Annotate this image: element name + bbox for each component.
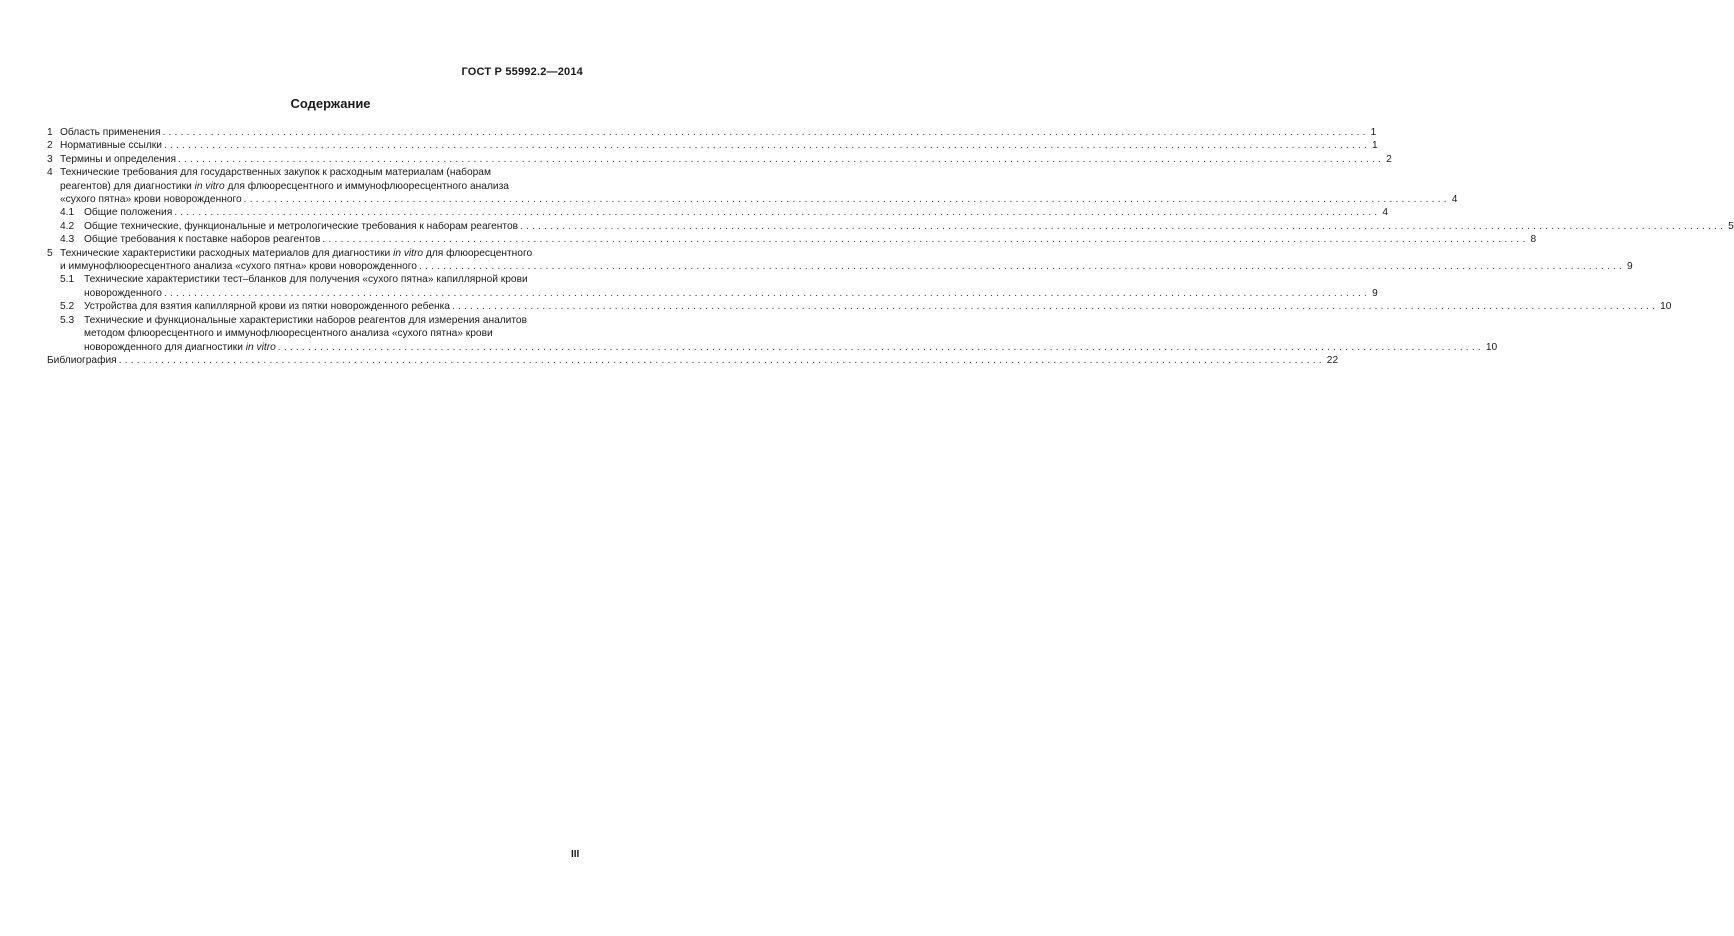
table-of-contents (47, 126, 1734, 367)
toc-entry[interactable] (47, 300, 1672, 313)
toc-page-number: 10 (1660, 301, 1672, 313)
toc-entry-text: новорожденного (84, 287, 162, 299)
toc-entry[interactable] (47, 220, 1734, 233)
toc-page-number: 5 (1728, 220, 1734, 232)
toc-leader-dots: ........................................................................................................................................................................................................ (277, 341, 1484, 353)
toc-entry-number: 5.1 (60, 274, 75, 286)
toc-entry-number: 4.3 (60, 234, 75, 246)
toc-entry[interactable] (47, 166, 1458, 206)
toc-page-number: 1 (1370, 127, 1377, 138)
toc-entry-number: 4 (47, 167, 53, 179)
toc-page-number: 4 (1451, 194, 1458, 206)
toc-entry-text: 1 Область применения (47, 127, 161, 138)
toc-entry[interactable] (47, 206, 1388, 219)
toc-entry-number: 5.2 (60, 301, 75, 313)
toc-page-number: 4 (1382, 207, 1388, 219)
toc-page-number: 1 (1372, 140, 1378, 152)
toc-page-number: 9 (1627, 261, 1633, 273)
toc-entry-text: «сухого пятна» крови новорожденного (60, 194, 242, 206)
toc-entry[interactable] (47, 139, 1378, 152)
toc-entry-number: 5.3 (60, 314, 75, 326)
toc-page-number: 8 (1530, 234, 1537, 246)
toc-entry[interactable] (47, 153, 1392, 166)
toc-entry-text: 5.1 Технические характеристики тест–бланков для получения «сухого пятна» капиллярной крови (60, 274, 528, 286)
toc-entry[interactable] (47, 273, 1378, 300)
toc-entry-text: новорожденного для диагностики in vitro (84, 341, 276, 353)
toc-entry-text: 4.1 Общие положения (60, 207, 173, 219)
toc-entry[interactable] (47, 126, 1377, 139)
toc-leader-dots: ........................................................................................................................................................................................................ (520, 220, 1727, 232)
toc-leader-dots: ........................................................................................................................................................................................................ (418, 261, 1626, 273)
document-id: ГОСТ Р 55992.2—2014 (461, 66, 583, 78)
toc-entry-text: Библиография (47, 354, 117, 366)
toc-entry-text: 5.3 Технические и функциональные характеристики наборов реагентов для измерения аналитов (60, 314, 528, 326)
toc-entry-number: 5 (47, 247, 53, 259)
toc-entry[interactable] (47, 247, 1633, 274)
page-title: Содержание (290, 96, 371, 111)
toc-entry-text: 4.3 Общие требования к поставке наборов реагентов (60, 234, 321, 246)
toc-leader-dots: ........................................................................................................................................................................................................ (163, 140, 1371, 152)
toc-leader-dots: ........................................................................................................................................................................................................ (177, 153, 1385, 165)
toc-leader-dots: ........................................................................................................................................................................................................ (243, 194, 1450, 206)
toc-entry-number: 3 (47, 153, 53, 165)
toc-entry-number: 4.1 (60, 207, 75, 219)
toc-entry-text: 2 Нормативные ссылки (47, 140, 162, 152)
toc-leader-dots: ........................................................................................................................................................................................................ (162, 127, 1369, 138)
toc-page-number: 9 (1372, 287, 1378, 299)
toc-entry-text: 5.2 Устройства для взятия капиллярной крови из пятки новорожденного ребенка (60, 301, 450, 313)
toc-page-number: 2 (1386, 153, 1392, 165)
toc-leader-dots: ........................................................................................................................................................................................................ (163, 287, 1371, 299)
toc-entry-text: 5 Технические характеристики расходных материалов для диагностики in vitro для флюоресцентного (47, 247, 533, 259)
toc-leader-dots: ........................................................................................................................................................................................................ (118, 354, 1325, 366)
toc-entry[interactable] (47, 314, 1498, 354)
toc-entry[interactable] (47, 233, 1537, 246)
toc-leader-dots: ........................................................................................................................................................................................................ (174, 207, 1381, 219)
toc-entry-text: 4 Технические требования для государственных закупок к расходным материалам (наборам (47, 167, 491, 179)
toc-page-number: 10 (1485, 341, 1498, 353)
toc-leader-dots: ........................................................................................................................................................................................................ (451, 301, 1659, 313)
toc-entry-number: 1 (47, 127, 53, 138)
toc-entry-text: реагентов) для диагностики in vitro для флюоресцентного и иммунофлюоресцентного анализа (60, 180, 509, 192)
toc-entry-text: методом флюоресцентного и иммунофлюоресцентного анализа «сухого пятна» крови (84, 328, 493, 340)
toc-entry[interactable] (47, 354, 1339, 367)
toc-page-number: 22 (1326, 354, 1339, 366)
toc-leader-dots: ........................................................................................................................................................................................................ (322, 234, 1529, 246)
toc-entry-text: 4.2 Общие технические, функциональные и метрологические требования к наборам реагентов (60, 220, 519, 232)
toc-entry-text: и иммунофлюоресцентного анализа «сухого пятна» крови новорожденного (60, 261, 417, 273)
toc-entry-text: 3 Термины и определения (47, 153, 176, 165)
page-number: III (571, 849, 580, 860)
toc-entry-number: 2 (47, 140, 53, 152)
toc-entry-number: 4.2 (60, 220, 75, 232)
